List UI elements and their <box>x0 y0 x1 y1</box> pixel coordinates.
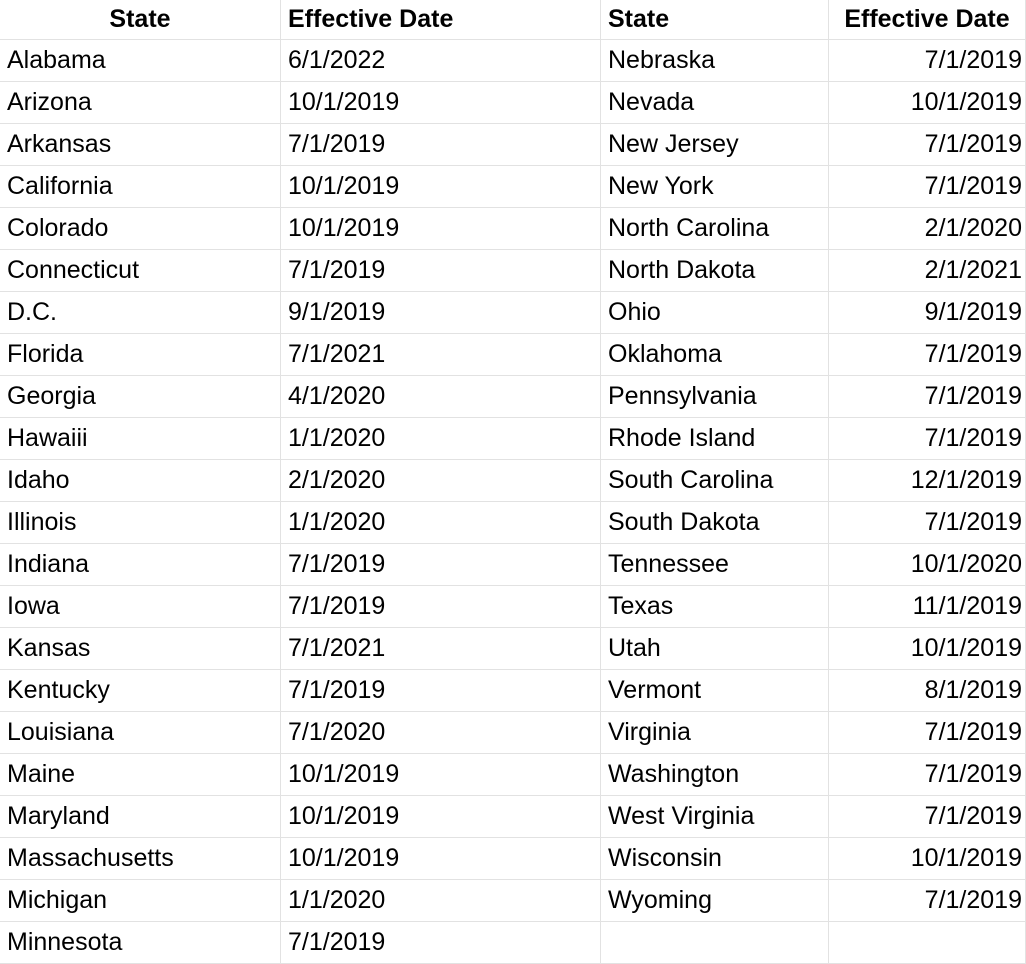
left-state-cell[interactable]: Kansas <box>0 628 281 670</box>
left-state-cell[interactable]: Alabama <box>0 40 281 82</box>
right-date-cell[interactable]: 10/1/2019 <box>829 628 1026 670</box>
left-date-cell[interactable]: 1/1/2020 <box>281 418 601 460</box>
right-state-cell[interactable]: North Dakota <box>601 250 829 292</box>
right-date-cell[interactable]: 12/1/2019 <box>829 460 1026 502</box>
left-state-cell[interactable]: California <box>0 166 281 208</box>
left-date-cell[interactable]: 7/1/2019 <box>281 124 601 166</box>
left-state-cell[interactable]: Massachusetts <box>0 838 281 880</box>
right-date-cell[interactable]: 8/1/2019 <box>829 670 1026 712</box>
header-state-right[interactable]: State <box>601 0 829 40</box>
right-date-cell[interactable]: 7/1/2019 <box>829 712 1026 754</box>
right-date-cell[interactable]: 7/1/2019 <box>829 754 1026 796</box>
right-state-cell[interactable] <box>601 922 829 964</box>
right-date-cell[interactable]: 2/1/2021 <box>829 250 1026 292</box>
right-state-cell[interactable]: Virginia <box>601 712 829 754</box>
left-date-cell[interactable]: 10/1/2019 <box>281 208 601 250</box>
header-effective-date-left[interactable]: Effective Date <box>281 0 601 40</box>
left-date-cell[interactable]: 10/1/2019 <box>281 838 601 880</box>
left-state-cell[interactable]: Iowa <box>0 586 281 628</box>
left-state-cell[interactable]: Michigan <box>0 880 281 922</box>
left-state-cell[interactable]: Idaho <box>0 460 281 502</box>
right-state-cell[interactable]: New Jersey <box>601 124 829 166</box>
right-state-cell[interactable]: Nebraska <box>601 40 829 82</box>
right-date-cell[interactable]: 10/1/2020 <box>829 544 1026 586</box>
right-date-cell[interactable]: 10/1/2019 <box>829 82 1026 124</box>
header-effective-date-right[interactable]: Effective Date <box>829 0 1026 40</box>
right-state-cell[interactable]: Washington <box>601 754 829 796</box>
left-date-cell[interactable]: 7/1/2021 <box>281 628 601 670</box>
left-state-cell[interactable]: Minnesota <box>0 922 281 964</box>
left-state-cell[interactable]: Florida <box>0 334 281 376</box>
left-state-cell[interactable]: Colorado <box>0 208 281 250</box>
right-date-cell[interactable] <box>829 922 1026 964</box>
right-date-cell[interactable]: 7/1/2019 <box>829 880 1026 922</box>
left-state-cell[interactable]: Illinois <box>0 502 281 544</box>
right-state-cell[interactable]: South Carolina <box>601 460 829 502</box>
right-date-cell[interactable]: 7/1/2019 <box>829 502 1026 544</box>
right-state-cell[interactable]: North Carolina <box>601 208 829 250</box>
left-date-cell[interactable]: 7/1/2021 <box>281 334 601 376</box>
right-state-cell[interactable]: Ohio <box>601 292 829 334</box>
left-state-cell[interactable]: Maine <box>0 754 281 796</box>
left-date-cell[interactable]: 7/1/2019 <box>281 670 601 712</box>
left-state-cell[interactable]: Arizona <box>0 82 281 124</box>
right-date-cell[interactable]: 7/1/2019 <box>829 418 1026 460</box>
right-date-cell[interactable]: 2/1/2020 <box>829 208 1026 250</box>
right-state-cell[interactable]: Nevada <box>601 82 829 124</box>
left-date-cell[interactable]: 10/1/2019 <box>281 796 601 838</box>
left-state-cell[interactable]: Connecticut <box>0 250 281 292</box>
left-date-cell[interactable]: 10/1/2019 <box>281 754 601 796</box>
left-state-cell[interactable]: Indiana <box>0 544 281 586</box>
left-state-cell[interactable]: D.C. <box>0 292 281 334</box>
right-state-cell[interactable]: West Virginia <box>601 796 829 838</box>
left-state-cell[interactable]: Arkansas <box>0 124 281 166</box>
right-date-cell[interactable]: 10/1/2019 <box>829 838 1026 880</box>
left-date-cell[interactable]: 10/1/2019 <box>281 82 601 124</box>
left-date-cell[interactable]: 6/1/2022 <box>281 40 601 82</box>
right-date-cell[interactable]: 11/1/2019 <box>829 586 1026 628</box>
left-date-cell[interactable]: 9/1/2019 <box>281 292 601 334</box>
left-date-cell[interactable]: 1/1/2020 <box>281 880 601 922</box>
right-state-cell[interactable]: New York <box>601 166 829 208</box>
left-date-cell[interactable]: 7/1/2019 <box>281 544 601 586</box>
left-state-cell[interactable]: Louisiana <box>0 712 281 754</box>
right-state-cell[interactable]: Rhode Island <box>601 418 829 460</box>
left-date-cell[interactable]: 7/1/2020 <box>281 712 601 754</box>
right-date-cell[interactable]: 7/1/2019 <box>829 796 1026 838</box>
right-date-cell[interactable]: 7/1/2019 <box>829 124 1026 166</box>
right-state-cell[interactable]: South Dakota <box>601 502 829 544</box>
left-date-cell[interactable]: 7/1/2019 <box>281 586 601 628</box>
left-date-cell[interactable]: 7/1/2019 <box>281 250 601 292</box>
left-date-cell[interactable]: 10/1/2019 <box>281 166 601 208</box>
left-date-cell[interactable]: 4/1/2020 <box>281 376 601 418</box>
left-state-cell[interactable]: Kentucky <box>0 670 281 712</box>
left-date-cell[interactable]: 7/1/2019 <box>281 922 601 964</box>
right-date-cell[interactable]: 9/1/2019 <box>829 292 1026 334</box>
right-state-cell[interactable]: Wyoming <box>601 880 829 922</box>
left-state-cell[interactable]: Maryland <box>0 796 281 838</box>
left-date-cell[interactable]: 1/1/2020 <box>281 502 601 544</box>
right-state-cell[interactable]: Texas <box>601 586 829 628</box>
right-date-cell[interactable]: 7/1/2019 <box>829 334 1026 376</box>
right-state-cell[interactable]: Tennessee <box>601 544 829 586</box>
right-state-cell[interactable]: Vermont <box>601 670 829 712</box>
left-state-cell[interactable]: Georgia <box>0 376 281 418</box>
right-date-cell[interactable]: 7/1/2019 <box>829 376 1026 418</box>
left-date-cell[interactable]: 2/1/2020 <box>281 460 601 502</box>
right-date-cell[interactable]: 7/1/2019 <box>829 40 1026 82</box>
right-state-cell[interactable]: Oklahoma <box>601 334 829 376</box>
left-state-cell[interactable]: Hawaiii <box>0 418 281 460</box>
right-date-cell[interactable]: 7/1/2019 <box>829 166 1026 208</box>
right-state-cell[interactable]: Wisconsin <box>601 838 829 880</box>
right-state-cell[interactable]: Pennsylvania <box>601 376 829 418</box>
right-state-cell[interactable]: Utah <box>601 628 829 670</box>
header-state-left[interactable]: State <box>0 0 281 40</box>
